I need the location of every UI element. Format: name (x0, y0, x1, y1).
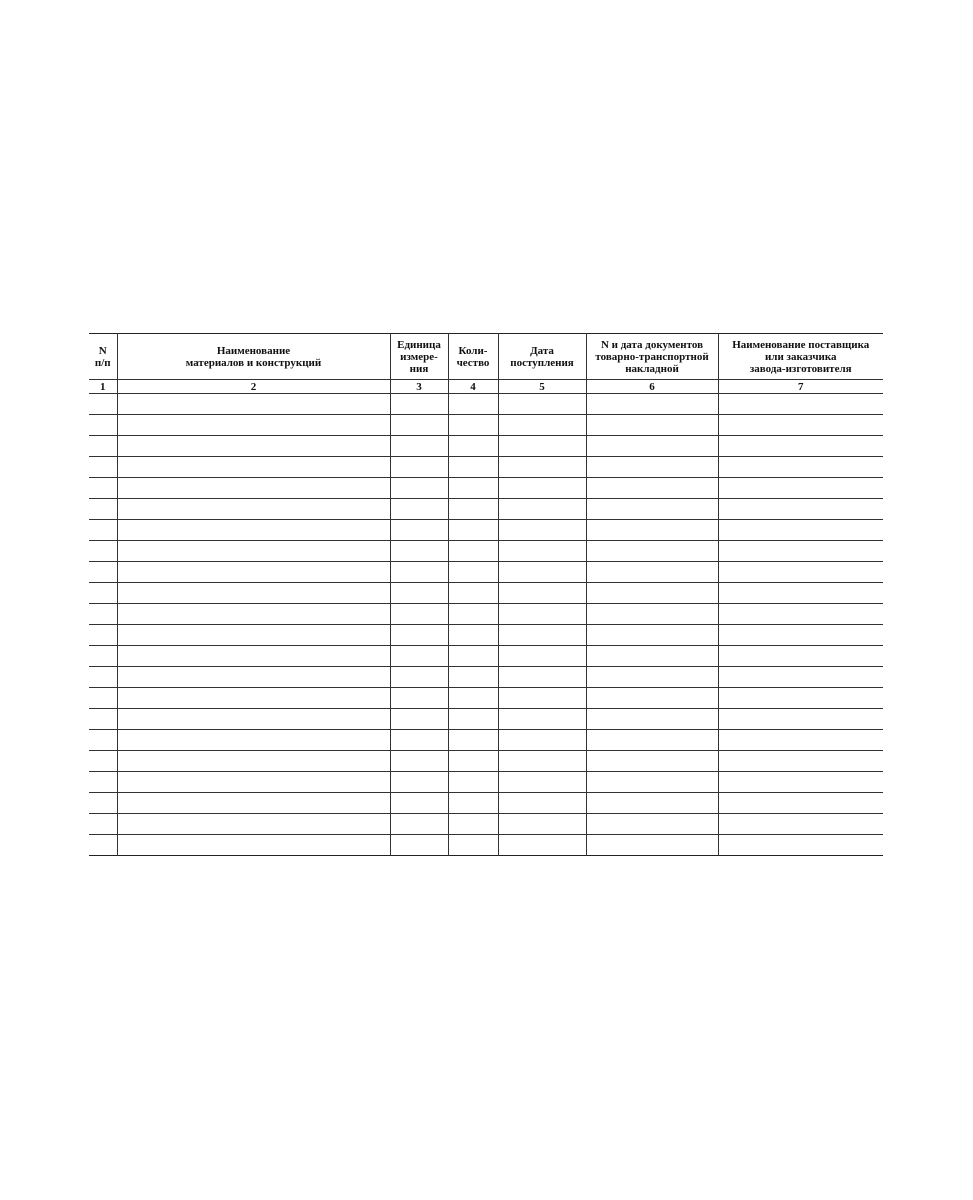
table-cell[interactable] (390, 814, 448, 835)
table-cell[interactable] (718, 646, 883, 667)
table-cell[interactable] (498, 604, 586, 625)
table-cell[interactable] (89, 688, 117, 709)
table-row (89, 394, 883, 415)
header-waybill: N и дата документов товарно-транспортной накладной (586, 334, 718, 380)
table-cell[interactable] (498, 709, 586, 730)
table-cell[interactable] (390, 499, 448, 520)
table-cell[interactable] (390, 751, 448, 772)
table-cell[interactable] (448, 688, 498, 709)
table-cell[interactable] (117, 688, 390, 709)
table-cell[interactable] (586, 730, 718, 751)
table-cell[interactable] (718, 604, 883, 625)
table-row (89, 436, 883, 457)
table-cell[interactable] (718, 457, 883, 478)
table-cell[interactable] (586, 667, 718, 688)
column-number: 6 (586, 380, 718, 394)
table-cell[interactable] (498, 751, 586, 772)
header-quantity: Коли- чество (448, 334, 498, 380)
table-cell[interactable] (117, 625, 390, 646)
table-row (89, 667, 883, 688)
table-cell[interactable] (498, 793, 586, 814)
table-cell[interactable] (390, 604, 448, 625)
table-cell[interactable] (498, 835, 586, 856)
table-cell[interactable] (390, 583, 448, 604)
table-row (89, 499, 883, 520)
table-cell[interactable] (390, 667, 448, 688)
table-cell[interactable] (117, 835, 390, 856)
table-cell[interactable] (89, 583, 117, 604)
table-cell[interactable] (117, 457, 390, 478)
table-cell[interactable] (718, 730, 883, 751)
table-row (89, 709, 883, 730)
table-cell[interactable] (718, 478, 883, 499)
table-cell[interactable] (89, 730, 117, 751)
table-cell[interactable] (89, 478, 117, 499)
table-cell[interactable] (448, 541, 498, 562)
header-row-number: N п/п (89, 334, 117, 380)
table-row (89, 814, 883, 835)
table-cell[interactable] (498, 478, 586, 499)
header-supplier: Наименование поставщика или заказчика завода-изготовителя (718, 334, 883, 380)
table-cell[interactable] (718, 415, 883, 436)
table-row (89, 772, 883, 793)
table-cell[interactable] (448, 457, 498, 478)
table-cell[interactable] (448, 436, 498, 457)
table-cell[interactable] (390, 688, 448, 709)
table-cell[interactable] (586, 751, 718, 772)
table-cell[interactable] (448, 667, 498, 688)
table-cell[interactable] (117, 499, 390, 520)
table-cell[interactable] (390, 394, 448, 415)
table-cell[interactable] (117, 709, 390, 730)
table-cell[interactable] (498, 772, 586, 793)
table-cell[interactable] (498, 394, 586, 415)
table-row (89, 625, 883, 646)
table-cell[interactable] (89, 835, 117, 856)
table-cell[interactable] (498, 730, 586, 751)
header-unit: Единица измере- ния (390, 334, 448, 380)
table-cell[interactable] (117, 814, 390, 835)
table-cell[interactable] (718, 436, 883, 457)
table-cell[interactable] (448, 751, 498, 772)
table-cell[interactable] (718, 688, 883, 709)
table-cell[interactable] (586, 646, 718, 667)
table-cell[interactable] (117, 583, 390, 604)
table-cell[interactable] (718, 835, 883, 856)
table-cell[interactable] (89, 772, 117, 793)
table-row (89, 730, 883, 751)
column-number: 4 (448, 380, 498, 394)
column-number: 7 (718, 380, 883, 394)
table-cell[interactable] (448, 562, 498, 583)
table-row (89, 751, 883, 772)
table-cell[interactable] (718, 709, 883, 730)
table-cell[interactable] (718, 520, 883, 541)
table-cell[interactable] (498, 541, 586, 562)
table-row (89, 835, 883, 856)
table-cell[interactable] (117, 667, 390, 688)
table-cell[interactable] (498, 436, 586, 457)
table-cell[interactable] (498, 415, 586, 436)
table-cell[interactable] (390, 772, 448, 793)
table-cell[interactable] (448, 415, 498, 436)
table-cell[interactable] (117, 415, 390, 436)
table-cell[interactable] (390, 835, 448, 856)
table-cell[interactable] (390, 625, 448, 646)
table-cell[interactable] (586, 541, 718, 562)
table-cell[interactable] (448, 520, 498, 541)
table-cell[interactable] (586, 814, 718, 835)
table-cell[interactable] (390, 646, 448, 667)
table-cell[interactable] (586, 520, 718, 541)
table-cell[interactable] (117, 646, 390, 667)
table-cell[interactable] (586, 793, 718, 814)
table-cell[interactable] (117, 541, 390, 562)
table-cell[interactable] (448, 604, 498, 625)
table-cell[interactable] (117, 478, 390, 499)
table-cell[interactable] (718, 499, 883, 520)
table-cell[interactable] (718, 541, 883, 562)
table-cell[interactable] (498, 520, 586, 541)
table-cell[interactable] (448, 709, 498, 730)
table-cell[interactable] (390, 436, 448, 457)
table-cell[interactable] (448, 394, 498, 415)
table-cell[interactable] (718, 667, 883, 688)
table-cell[interactable] (498, 625, 586, 646)
table-row (89, 688, 883, 709)
header-receipt-date: Дата поступления (498, 334, 586, 380)
table-cell[interactable] (586, 688, 718, 709)
column-number-row (89, 380, 883, 394)
table-cell[interactable] (586, 604, 718, 625)
table-cell[interactable] (718, 772, 883, 793)
table-cell[interactable] (498, 814, 586, 835)
table-cell[interactable] (117, 562, 390, 583)
table-cell[interactable] (89, 751, 117, 772)
table-cell[interactable] (498, 583, 586, 604)
column-number: 2 (117, 380, 390, 394)
column-number: 1 (89, 380, 117, 394)
table-cell[interactable] (586, 583, 718, 604)
table-cell[interactable] (89, 415, 117, 436)
table-cell[interactable] (89, 667, 117, 688)
table-cell[interactable] (117, 772, 390, 793)
column-number: 3 (390, 380, 448, 394)
table-cell[interactable] (117, 751, 390, 772)
table-cell[interactable] (89, 436, 117, 457)
table-cell[interactable] (448, 814, 498, 835)
table-cell[interactable] (448, 478, 498, 499)
table-cell[interactable] (89, 541, 117, 562)
table-cell[interactable] (718, 583, 883, 604)
table-body (89, 380, 883, 856)
table-cell[interactable] (117, 394, 390, 415)
header-row (89, 334, 883, 380)
table-cell[interactable] (586, 709, 718, 730)
table-cell[interactable] (586, 499, 718, 520)
table-cell[interactable] (390, 478, 448, 499)
table-row (89, 583, 883, 604)
table-cell[interactable] (89, 814, 117, 835)
table-cell[interactable] (390, 730, 448, 751)
table-cell[interactable] (117, 604, 390, 625)
table-cell[interactable] (390, 520, 448, 541)
table-cell[interactable] (718, 562, 883, 583)
header-material-name: Наименование материалов и конструкций (117, 334, 390, 380)
table-row (89, 604, 883, 625)
table-cell[interactable] (586, 394, 718, 415)
table-row (89, 478, 883, 499)
table-cell[interactable] (390, 793, 448, 814)
table-cell[interactable] (586, 835, 718, 856)
materials-receipt-table (89, 333, 883, 856)
column-number: 5 (498, 380, 586, 394)
table-cell[interactable] (89, 793, 117, 814)
table-cell[interactable] (586, 457, 718, 478)
table-cell[interactable] (586, 562, 718, 583)
table-cell[interactable] (390, 415, 448, 436)
table-row (89, 541, 883, 562)
table-cell[interactable] (448, 499, 498, 520)
table-cell[interactable] (448, 583, 498, 604)
table-cell[interactable] (448, 625, 498, 646)
table-cell[interactable] (89, 562, 117, 583)
table-cell[interactable] (89, 625, 117, 646)
table-cell[interactable] (390, 457, 448, 478)
table-cell[interactable] (117, 730, 390, 751)
table-cell[interactable] (117, 436, 390, 457)
table-cell[interactable] (498, 457, 586, 478)
table-cell[interactable] (89, 709, 117, 730)
table-cell[interactable] (718, 793, 883, 814)
table-cell[interactable] (390, 709, 448, 730)
table-cell[interactable] (89, 394, 117, 415)
table-row (89, 415, 883, 436)
table-cell[interactable] (586, 415, 718, 436)
table-cell[interactable] (498, 562, 586, 583)
table-cell[interactable] (117, 793, 390, 814)
table-cell[interactable] (586, 772, 718, 793)
table-cell[interactable] (390, 562, 448, 583)
table-row (89, 520, 883, 541)
table-cell[interactable] (718, 814, 883, 835)
table-cell[interactable] (718, 625, 883, 646)
table-cell[interactable] (89, 499, 117, 520)
table-cell[interactable] (448, 646, 498, 667)
table-cell[interactable] (586, 625, 718, 646)
table-cell[interactable] (718, 751, 883, 772)
table-cell[interactable] (498, 688, 586, 709)
table-row (89, 646, 883, 667)
table-cell[interactable] (448, 835, 498, 856)
table-cell[interactable] (448, 730, 498, 751)
table-cell[interactable] (89, 520, 117, 541)
table-cell[interactable] (390, 541, 448, 562)
table-cell[interactable] (498, 646, 586, 667)
table-row (89, 793, 883, 814)
table-cell[interactable] (89, 604, 117, 625)
materials-log-form (89, 333, 883, 856)
table-cell[interactable] (586, 436, 718, 457)
table-cell[interactable] (117, 520, 390, 541)
table-row (89, 457, 883, 478)
table-cell[interactable] (448, 793, 498, 814)
table-cell[interactable] (586, 478, 718, 499)
table-cell[interactable] (498, 667, 586, 688)
table-cell[interactable] (718, 394, 883, 415)
table-cell[interactable] (89, 646, 117, 667)
table-cell[interactable] (448, 772, 498, 793)
table-row (89, 562, 883, 583)
table-cell[interactable] (89, 457, 117, 478)
table-cell[interactable] (498, 499, 586, 520)
